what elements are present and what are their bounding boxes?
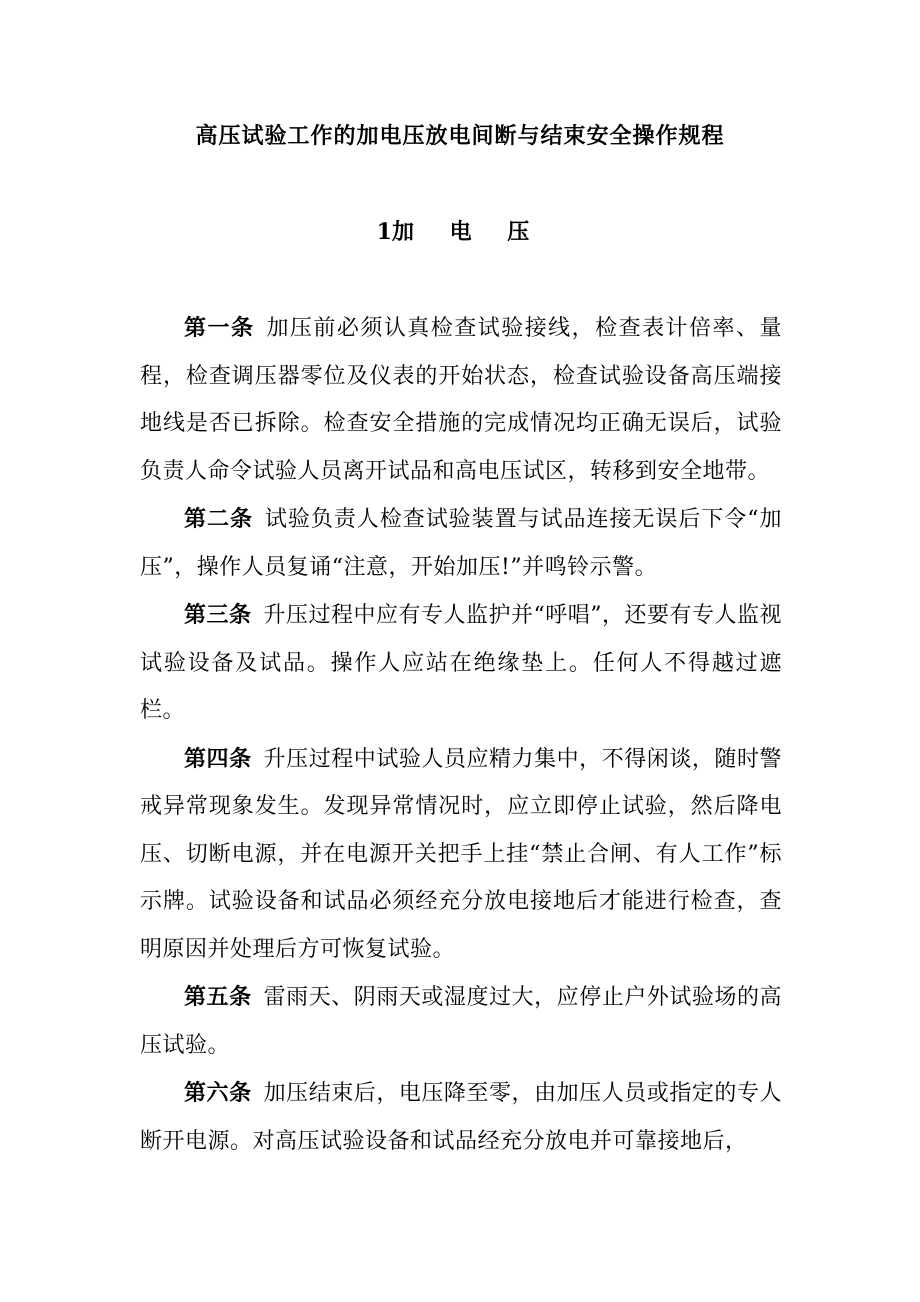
article-2: [140, 496, 782, 591]
document-body: [140, 305, 782, 1166]
article-label: 第一条: [184, 315, 255, 341]
article-6: [140, 1070, 782, 1165]
article-label: 第五条: [184, 984, 252, 1010]
article-4: [140, 736, 782, 974]
document-title: 高压试验工作的加电压放电间断与结束安全操作规程: [195, 123, 725, 149]
section-name: 加 电 压: [391, 219, 544, 245]
article-label: 第四条: [184, 745, 252, 772]
article-text: 加压结束后，电压降至零，由加压人员或指定的专人断开电源。对高压试验设备和试品经充分放电并可靠接地后，: [140, 1081, 782, 1154]
article-label: 第三条: [184, 602, 252, 628]
article-text: 试验负责人检查试验装置与试品连接无误后下令“加压”，操作人员复诵“注意，开始加压!”并鸣铃示警。: [140, 507, 782, 580]
article-text: 升压过程中试验人员应精力集中，不得闲谈，随时警戒异常现象发生。发现异常情况时，应立即停止试验，然后降电压、切断电源，并在电源开关把手上挂“禁止合闸、有人工作”标示牌。试验设备和试品必须经充分放电接地后才能进行检查，查明原因并处理后方可恢复试验。: [140, 746, 782, 962]
article-1: [140, 305, 782, 495]
section-number: 1: [376, 219, 392, 245]
article-label: 第六条: [184, 1080, 252, 1106]
article-label: 第二条: [184, 506, 253, 532]
article-text: 加压前必须认真检查试验接线，检查表计倍率、量程，检查调压器零位及仪表的开始状态，检查试验设备高压端接地线是否已拆除。检查安全措施的完成情况均正确无误后，试验负责人命令试验人员离开试品和高电压试区，转移到安全地带。: [140, 316, 782, 484]
section-heading: [0, 212, 920, 252]
article-text: 升压过程中应有专人监护并“呼唱”，还要有专人监视试验设备及试品。操作人应站在绝缘垫上。任何人不得越过遮栏。: [140, 603, 783, 723]
article-5: [140, 974, 782, 1069]
article-text: 雷雨天、阴雨天或湿度过大，应停止户外试验场的高压试验。: [140, 985, 782, 1058]
article-3: [140, 592, 782, 735]
